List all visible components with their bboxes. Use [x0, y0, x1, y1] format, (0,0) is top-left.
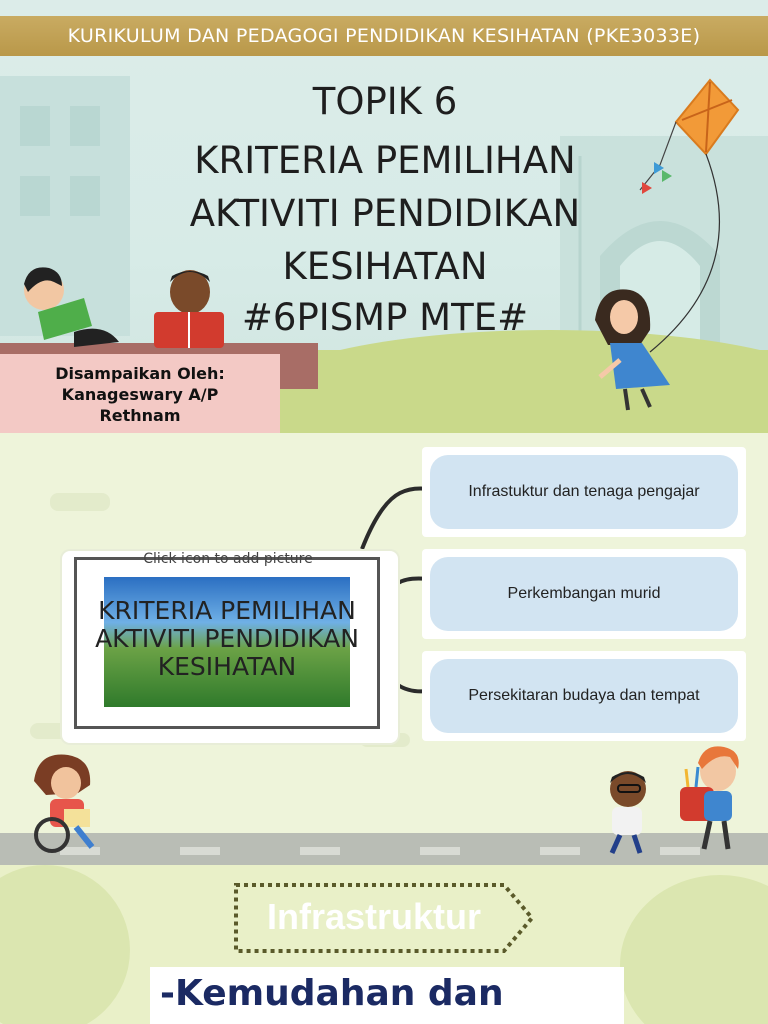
presenter-box	[0, 354, 280, 433]
title-slide	[0, 0, 768, 433]
section-title: Infrastruktur	[266, 896, 482, 937]
wheelchair-girl-illustration	[26, 751, 116, 855]
criteria-box	[422, 549, 746, 639]
main-title-line: AKTIVITI PENDIDIKAN	[189, 192, 581, 235]
criteria-label: Infrastuktur dan tenaga pengajar	[430, 455, 738, 529]
walking-boys-illustration	[600, 743, 750, 858]
criteria-box	[422, 651, 746, 741]
criteria-slide	[0, 433, 768, 865]
road-marking	[300, 847, 340, 855]
infrastructure-slide	[0, 865, 768, 1024]
course-banner: KURIKULUM DAN PEDAGOGI PENDIDIKAN KESIHATAN (PKE3033E)	[0, 16, 768, 56]
title-block	[150, 80, 620, 343]
road-marking	[180, 847, 220, 855]
main-title	[150, 134, 620, 293]
topic-heading: TOPIK 6	[312, 80, 458, 123]
main-title-line: KESIHATAN	[282, 245, 488, 288]
decorative-tree	[0, 865, 130, 1024]
road-marking	[540, 847, 580, 855]
criteria-label: Perkembangan murid	[430, 557, 738, 631]
frame-title: KRITERIA PEMILIHAN AKTIVITI PENDIDIKAN KESIHATAN	[95, 596, 359, 681]
decorative-tree	[620, 875, 768, 1024]
subtitle: -Kemudahan dan	[160, 973, 504, 1014]
road-marking	[420, 847, 460, 855]
criteria-box	[422, 447, 746, 537]
main-title-line: KRITERIA PEMILIHAN	[194, 139, 576, 182]
presenter-line: Kanageswary A/P	[61, 384, 219, 404]
criteria-label: Persekitaran budaya dan tempat	[430, 659, 738, 733]
class-tag: #6PISMP MTE#	[241, 296, 529, 339]
presenter-line: Disampaikan Oleh:	[55, 363, 225, 383]
add-picture-hint[interactable]: Click icon to add picture	[143, 551, 313, 567]
presenter-line: Rethnam	[99, 405, 181, 425]
